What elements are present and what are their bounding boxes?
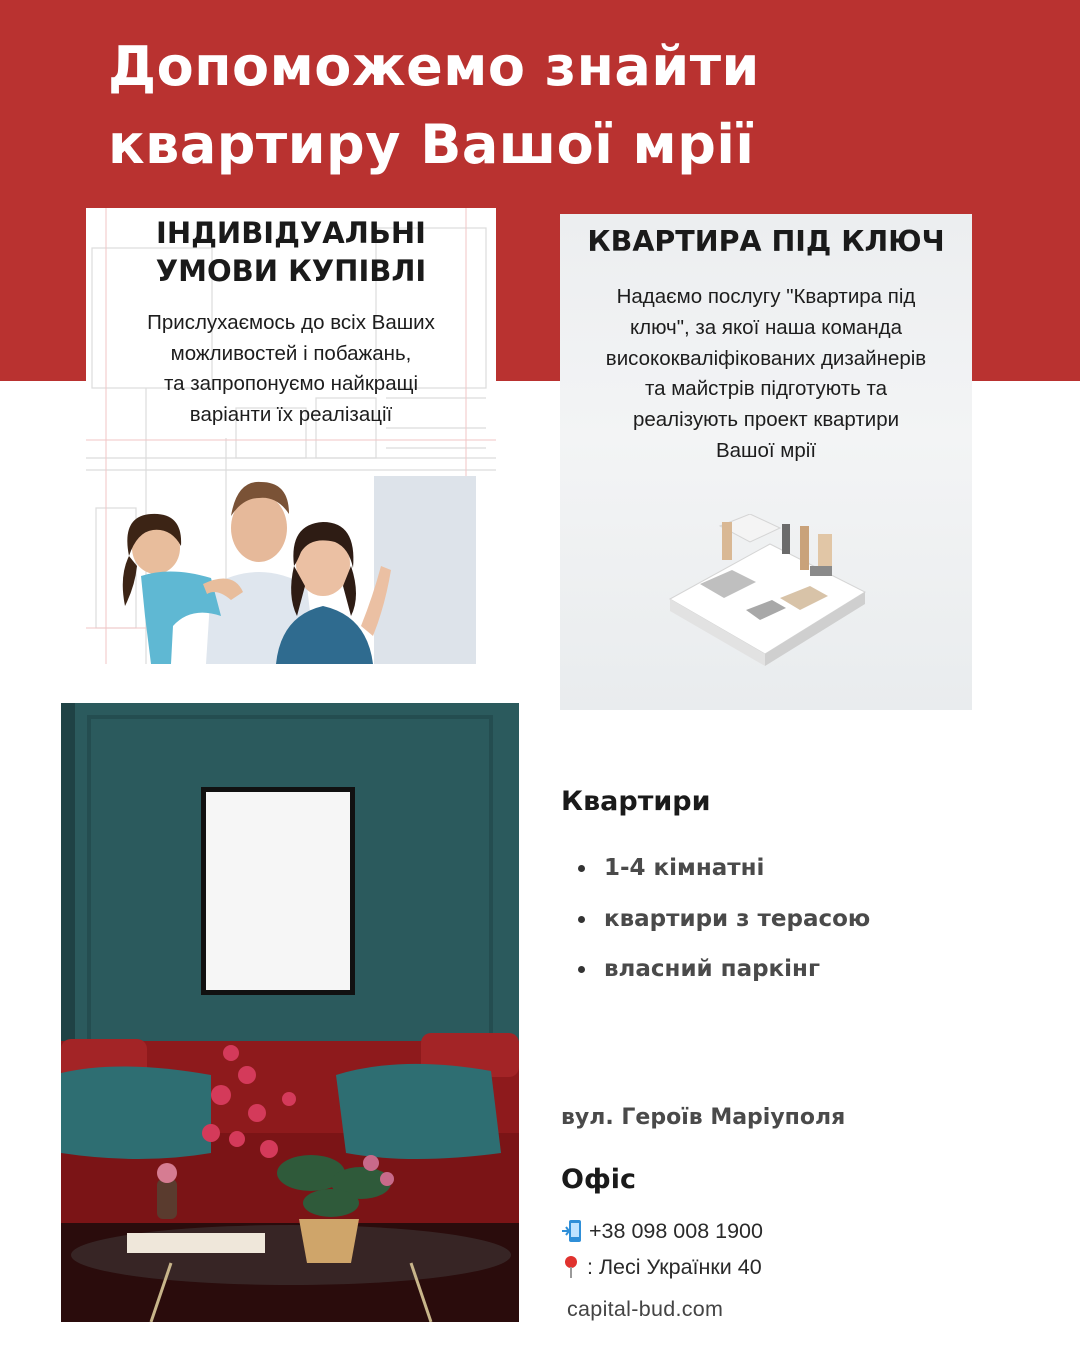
individual-terms-title-line-2: УМОВИ КУПІВЛІ [155,254,427,288]
list-item [578,947,870,998]
phone-number[interactable]: +38 098 008 1900 [589,1218,763,1243]
individual-terms-title-line-1: ІНДИВІДУАЛЬНІ [156,216,426,250]
turnkey-text-line: висококваліфікованих дизайнерів [605,346,927,370]
individual-terms-text [106,308,476,430]
street-name: вул. Героїв Маріуполя [561,1105,846,1130]
family-photo [111,466,411,664]
address-row [561,1252,762,1282]
individual-terms-text-line: Прислухаємось до всіх Ваших [147,311,435,334]
map-pin-icon [561,1255,581,1279]
individual-terms-title [86,214,496,290]
office-title: Офіс [561,1164,637,1195]
feature-label: власний паркінг [604,956,820,982]
bullet-icon [578,966,585,973]
phone-row [561,1216,763,1246]
bullet-icon [578,865,585,872]
individual-terms-text-line: варіанти їх реалізації [189,402,393,426]
turnkey-text-line: реалізують проект квартири [632,408,900,432]
headline-line-1: Допоможемо знайти [108,35,760,98]
turnkey-text-line: ключ", за якої наша команда [629,315,903,339]
list-item [578,846,870,897]
mobile-phone-arrow-icon [561,1219,583,1243]
feature-label: 1-4 кімнатні [604,855,765,881]
list-item [578,897,870,948]
turnkey-text [570,282,962,467]
turnkey-card [560,214,972,710]
apartments-title: Квартири [561,786,711,817]
bullet-icon [578,916,585,923]
turnkey-text-line: Вашої мрії [715,438,817,462]
turnkey-title: КВАРТИРА ПІД КЛЮЧ [587,225,945,258]
individual-terms-text-line: можливостей і побажань, [170,341,412,365]
turnkey-text-line: та майстрів підготують та [644,377,888,401]
individual-terms-text-line: та запропонуємо найкращі [163,372,419,395]
apartment-3d-plan [660,514,880,684]
feature-label: квартири з терасою [604,905,871,932]
turnkey-text-line: Надаємо послугу "Квартира під [616,285,916,308]
office-address: : Лесі Українки 40 [587,1254,762,1279]
interior-photo [61,703,519,1322]
apartment-features-list [578,846,870,998]
page-headline [108,28,1008,184]
website-link[interactable]: capital-bud.com [567,1297,724,1321]
individual-terms-card [86,208,496,664]
headline-line-2: квартиру Вашої мрії [108,113,755,176]
